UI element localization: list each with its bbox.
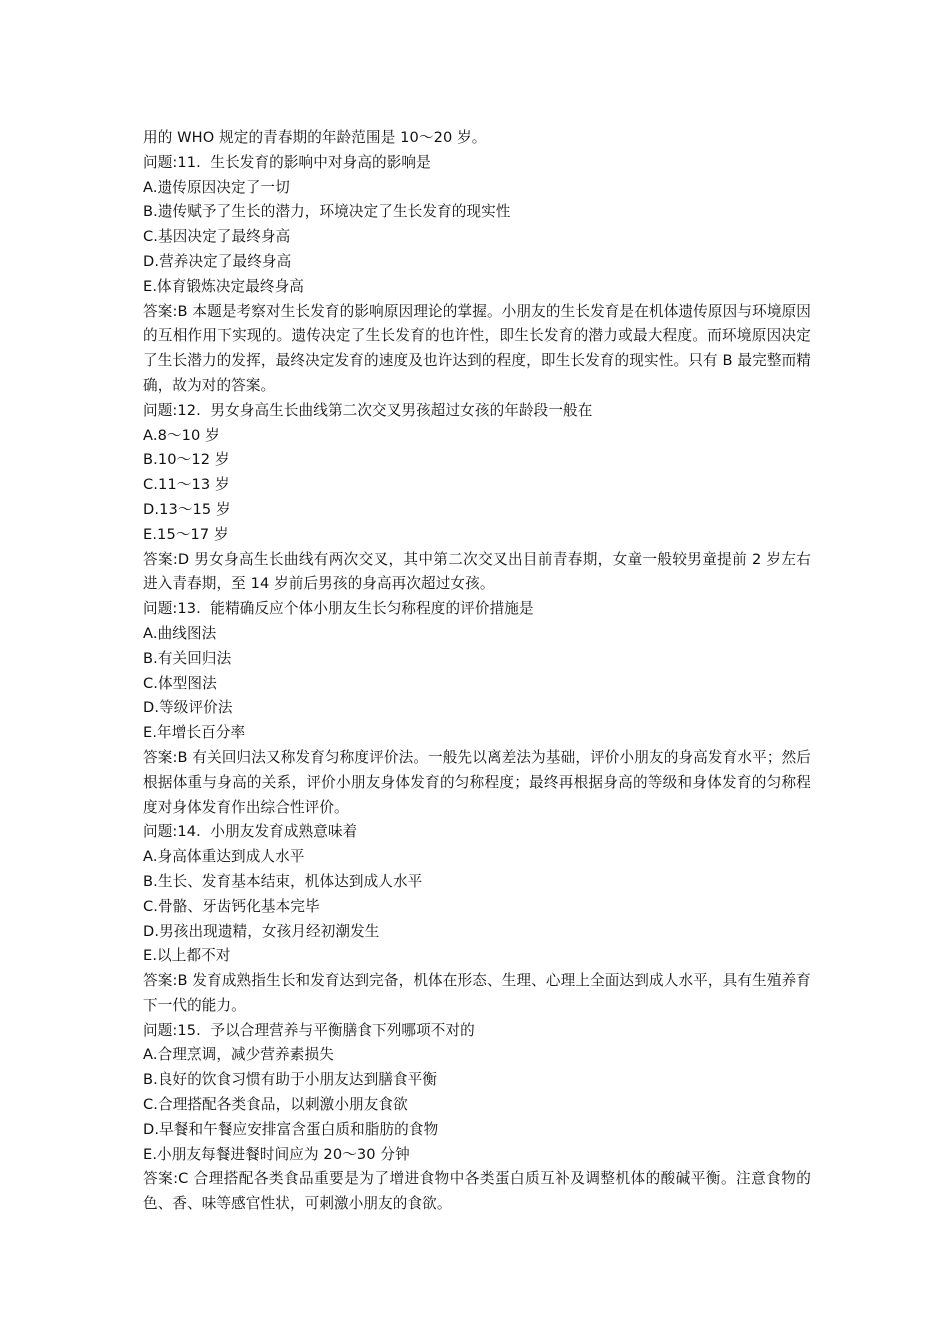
option-b: B.10～12 岁 xyxy=(143,451,230,469)
question-block xyxy=(143,151,811,399)
option-c: C.基因决定了最终身高 xyxy=(143,228,291,246)
question-block xyxy=(143,820,811,1018)
option-a: A.身高体重达到成人水平 xyxy=(143,848,305,866)
option-d: D.营养决定了最终身高 xyxy=(143,252,292,270)
option-c: C.11～13 岁 xyxy=(143,476,230,494)
document-content xyxy=(143,126,811,1217)
option-b: B.有关回归法 xyxy=(143,649,232,667)
option-d: D.等级评价法 xyxy=(143,699,233,717)
intro-text: 用的 WHO 规定的青春期的年龄范围是 10～20 岁。 xyxy=(143,129,487,146)
question-block xyxy=(143,597,811,820)
option-e: E.小朋友每餐进餐时间应为 20～30 分钟 xyxy=(143,1145,410,1163)
question-title: 问题:15. 予以合理营养与平衡膳食下列哪项不对的 xyxy=(143,1021,475,1039)
option-a: A.曲线图法 xyxy=(143,624,217,642)
option-d: D.13～15 岁 xyxy=(143,500,231,518)
option-c: C.体型图法 xyxy=(143,674,217,692)
question-block xyxy=(143,1019,811,1217)
option-e: E.以上都不对 xyxy=(143,947,231,965)
option-e: E.体育锻炼决定最终身高 xyxy=(143,277,304,295)
answer-explanation: 答案:B 本题是考察对生长发育的影响原因理论的掌握。小朋友的生长发育是在机体遗传原因与环境原因的互相作用下实现的。遗传决定了生长发育的也许性，即生长发育的潜力或最大程度。而环境原因决定了生长潜力的发挥，最终决定发育的速度及也许达到的程度，即生长发育的现实性。只有 B 最完整而精确，故为对的答案。 xyxy=(143,302,811,394)
option-b: B.良好的饮食习惯有助于小朋友达到膳食平衡 xyxy=(143,1071,438,1089)
option-c: C.合理搭配各类食品，以刺激小朋友食欲 xyxy=(143,1096,408,1114)
option-a: A.遗传原因决定了一切 xyxy=(143,178,290,196)
question-block xyxy=(143,399,811,597)
option-b: B.遗传赋予了生长的潜力，环境决定了生长发育的现实性 xyxy=(143,203,511,221)
question-title: 问题:11. 生长发育的影响中对身高的影响是 xyxy=(143,153,431,171)
option-b: B.生长、发育基本结束，机体达到成人水平 xyxy=(143,872,423,890)
option-c: C.骨骼、牙齿钙化基本完毕 xyxy=(143,897,320,915)
answer-explanation: 答案:C 合理搭配各类食品重要是为了增进食物中各类蛋白质互补及调整机体的酸碱平衡。注意食物的色、香、味等感官性状，可刺激小朋友的食欲。 xyxy=(143,1170,811,1213)
option-e: E.15～17 岁 xyxy=(143,525,229,543)
option-a: A.合理烹调，减少营养素损失 xyxy=(143,1046,334,1064)
option-a: A.8～10 岁 xyxy=(143,426,220,444)
answer-explanation: 答案:B 有关回归法又称发育匀称度评价法。一般先以离差法为基础，评价小朋友的身高发育水平；然后根据体重与身高的关系，评价小朋友身体发育的匀称程度；最终再根据身高的等级和身体发育的匀称程度对身体发育作出综合性评价。 xyxy=(143,748,811,816)
option-d: D.早餐和午餐应安排富含蛋白质和脂肪的食物 xyxy=(143,1120,439,1138)
answer-explanation: 答案:B 发育成熟指生长和发育达到完备，机体在形态、生理、心理上全面达到成人水平，具有生殖养育下一代的能力。 xyxy=(143,972,811,1014)
option-d: D.男孩出现遗精，女孩月经初潮发生 xyxy=(143,922,380,940)
question-title: 问题:13. 能精确反应个体小朋友生长匀称程度的评价措施是 xyxy=(143,600,534,618)
question-title: 问题:12. 男女身高生长曲线第二次交叉男孩超过女孩的年龄段一般在 xyxy=(143,401,593,419)
answer-explanation: 答案:D 男女身高生长曲线有两次交叉，其中第二次交叉出目前青春期，女童一般较男童提前 2 岁左右进入青春期，至 14 岁前后男孩的身高再次超过女孩。 xyxy=(143,550,811,593)
option-e: E.年增长百分率 xyxy=(143,724,246,742)
question-title: 问题:14. 小朋友发育成熟意味着 xyxy=(143,823,358,841)
